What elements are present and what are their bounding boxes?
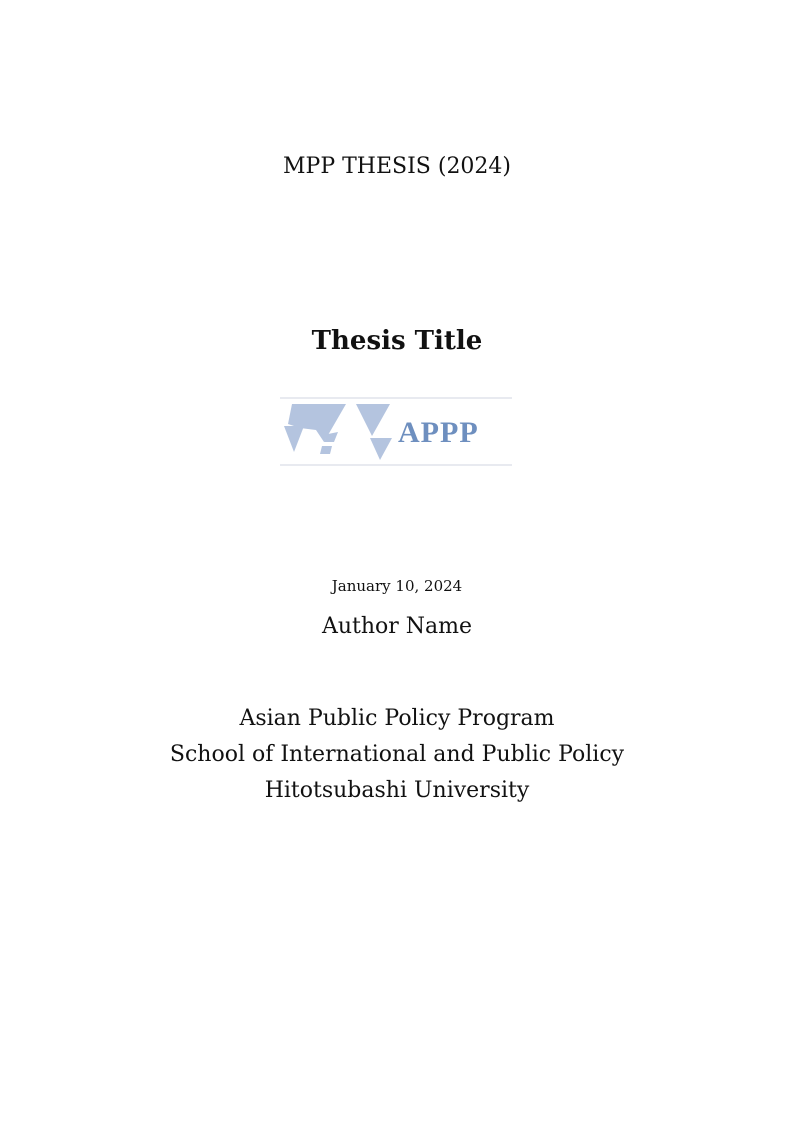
svg-text:APPP: APPP bbox=[398, 416, 479, 449]
date: January 10, 2024 bbox=[331, 577, 463, 595]
thesis-header: MPP THESIS (2024) bbox=[282, 154, 512, 179]
affiliation-program: Asian Public Policy Program bbox=[239, 706, 555, 731]
author-name: Author Name bbox=[321, 614, 473, 639]
thesis-title: Thesis Title bbox=[311, 326, 483, 356]
appp-logo bbox=[276, 394, 516, 470]
affiliation-school: School of International and Public Policy bbox=[169, 742, 625, 767]
affiliation-university: Hitotsubashi University bbox=[264, 778, 530, 803]
